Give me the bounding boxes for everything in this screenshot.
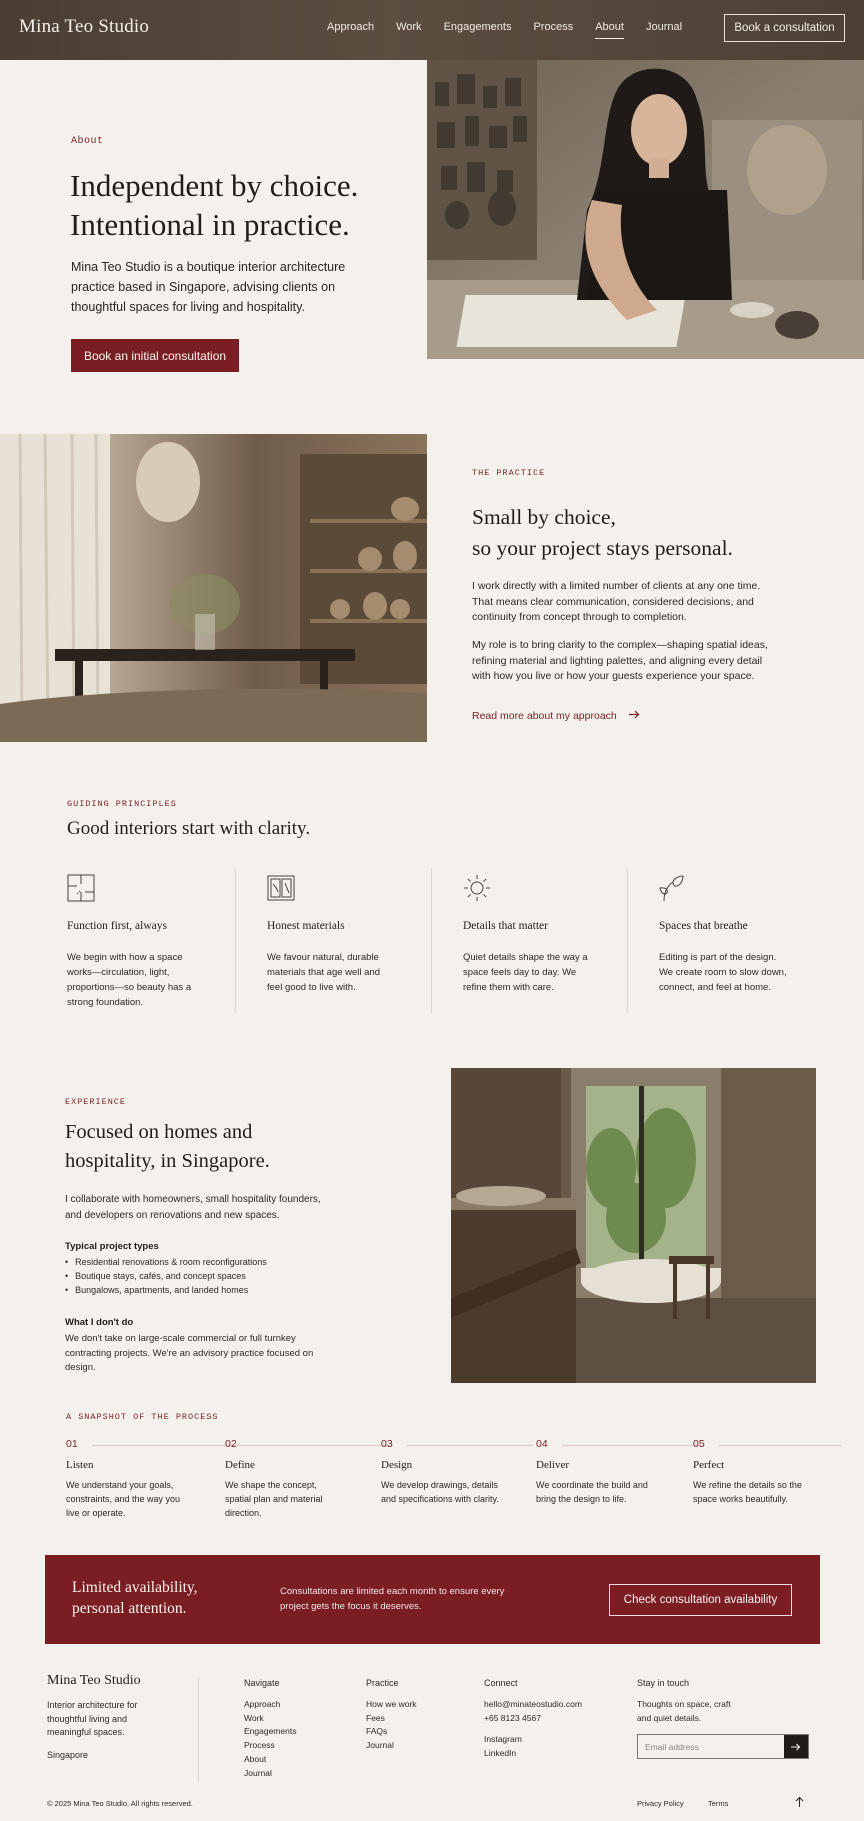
footer-link-engagements[interactable]: Engagements <box>244 1726 297 1737</box>
privacy-policy-link[interactable]: Privacy Policy <box>637 1799 684 1808</box>
bathroom-image <box>451 1068 816 1383</box>
book-consultation-button[interactable]: Book a consultation <box>724 14 845 42</box>
practice-eyebrow: THE PRACTICE <box>472 468 546 478</box>
read-more-approach-link[interactable] <box>472 710 640 722</box>
footer-link-journal[interactable]: Journal <box>366 1740 394 1751</box>
principles-title: Good interiors start with clarity. <box>67 818 311 839</box>
hero-portrait-image <box>427 60 864 359</box>
footer-link-process[interactable]: Process <box>244 1740 275 1751</box>
step-line <box>562 1445 701 1446</box>
principle-title: Honest materials <box>267 920 345 932</box>
step-body: We refine the details so the space works beautifully. <box>693 1480 802 1504</box>
newsletter-form <box>637 1734 809 1759</box>
banner-title: Limited availability, personal attention. <box>72 1579 198 1617</box>
step-line <box>407 1445 533 1446</box>
step-body: We develop drawings, details and specifications with clarity. <box>381 1480 499 1504</box>
principle-card <box>659 868 839 1013</box>
newsletter-blurb: Thoughts on space, craft and quiet details. <box>637 1699 731 1723</box>
divider <box>198 1677 199 1781</box>
floorplan-icon <box>67 874 95 902</box>
nav-engagements[interactable]: Engagements <box>443 21 512 33</box>
step-number: 02 <box>225 1438 237 1450</box>
footer-link-fees[interactable]: Fees <box>366 1712 385 1723</box>
footer-link-instagram[interactable]: Instagram <box>484 1734 522 1745</box>
divider <box>235 868 236 1013</box>
material-swatch-icon <box>267 874 295 902</box>
book-initial-consultation-button[interactable]: Book an initial consultation <box>71 339 239 372</box>
nav-about[interactable]: About <box>595 21 624 33</box>
experience-eyebrow: EXPERIENCE <box>65 1097 127 1107</box>
footer-link-about[interactable]: About <box>244 1753 267 1764</box>
principle-title: Spaces that breathe <box>659 920 748 932</box>
footer-link-work[interactable]: Work <box>244 1712 264 1723</box>
dining-room-image <box>0 434 427 742</box>
hero-title <box>70 166 430 244</box>
step-body: We coordinate the build and bring the design to life. <box>536 1480 648 1504</box>
arrow-right-icon <box>791 1738 801 1756</box>
divider <box>431 868 432 1013</box>
step-number: 04 <box>536 1438 548 1450</box>
footer-city: Singapore <box>47 1750 89 1760</box>
experience-title <box>65 1118 365 1176</box>
back-to-top-button[interactable] <box>795 1796 804 1809</box>
practice-title <box>472 502 772 564</box>
nav-journal[interactable]: Journal <box>645 21 683 33</box>
step-name: Listen <box>66 1459 94 1471</box>
experience-title-line1: Focused on homes and <box>65 1121 253 1143</box>
banner-body: Consultations are limited each month to ensure every project gets the focus it deserves. <box>280 1586 505 1612</box>
copyright: © 2025 Mina Teo Studio. All rights reserved. <box>47 1799 193 1808</box>
practice-paragraph-1: I work directly with a limited number of clients at any one time. That means clear communication, considered decisions, and continuity from concept through to completion. <box>472 580 761 623</box>
practice-paragraph-2: My role is to bring clarity to the complex—shaping spatial ideas, refining material and lighting palettes, and aligning every detail with how you live or how your guests experience your space. <box>472 639 768 682</box>
email-field[interactable] <box>638 1735 784 1758</box>
project-types-list <box>65 1255 267 1297</box>
footer-link-journal[interactable]: Journal <box>244 1767 272 1778</box>
list-item: • Residential renovations & room reconfigurations <box>65 1255 267 1269</box>
step-line <box>92 1445 273 1446</box>
step-body: We understand your goals, constraints, and the way you live or operate. <box>66 1480 181 1518</box>
read-more-label: Read more about my approach <box>472 710 617 722</box>
arrow-up-icon <box>795 1800 804 1809</box>
footer-heading: Practice <box>366 1678 399 1688</box>
hero-title-line2: Intentional in practice. <box>70 207 350 242</box>
footer-phone[interactable]: +65 8123 4567 <box>484 1712 541 1723</box>
divider <box>627 868 628 1013</box>
footer-link-faqs[interactable]: FAQs <box>366 1726 388 1737</box>
principle-body: We begin with how a space works—circulation, light, proportions—so beauty has a strong foundation. <box>67 952 192 1008</box>
list-item: • Bungalows, apartments, and landed homes <box>65 1283 267 1297</box>
step-name: Deliver <box>536 1459 569 1471</box>
nav-approach[interactable]: Approach <box>327 21 375 33</box>
footer-heading: Navigate <box>244 1678 280 1688</box>
principles-eyebrow: GUIDING PRINCIPLES <box>67 799 177 809</box>
site-header <box>0 0 864 60</box>
principle-body: We favour natural, durable materials that age well and feel good to live with. <box>267 952 381 993</box>
footer-connect-column <box>484 1678 582 1761</box>
step-name: Define <box>225 1459 255 1471</box>
experience-body: I collaborate with homeowners, small hospitality founders, and developers on renovations and new spaces. <box>65 1194 321 1221</box>
main-nav <box>327 21 704 33</box>
footer-link-linkedin[interactable]: LinkedIn <box>484 1748 517 1759</box>
footer-link-how-we-work[interactable]: How we work <box>366 1699 417 1709</box>
step-number: 05 <box>693 1438 705 1450</box>
nav-process[interactable]: Process <box>533 21 574 33</box>
footer-tagline: Interior architecture for thoughtful living and meaningful spaces. <box>47 1700 138 1737</box>
principle-card <box>267 868 447 1013</box>
experience-title-line2: hospitality, in Singapore. <box>65 1150 270 1172</box>
list-item: • Boutique stays, cafés, and concept spaces <box>65 1269 267 1283</box>
step-number: 01 <box>66 1438 78 1450</box>
practice-title-line1: Small by choice, <box>472 505 616 529</box>
hero-eyebrow: About <box>71 136 104 147</box>
dont-do-body: We don't take on large-scale commercial or full turnkey contracting projects. We're an advisory practice focused on design. <box>65 1333 314 1373</box>
footer-brand[interactable]: Mina Teo Studio <box>47 1673 141 1688</box>
subscribe-button[interactable] <box>784 1735 808 1758</box>
nav-work[interactable]: Work <box>396 21 422 33</box>
practice-title-line2: so your project stays personal. <box>472 536 733 560</box>
principle-body: Quiet details shape the way a space feels day to day. We refine them with care. <box>463 952 588 993</box>
step-number: 03 <box>381 1438 393 1450</box>
footer-link-approach[interactable]: Approach <box>244 1699 281 1709</box>
check-availability-button[interactable]: Check consultation availability <box>609 1584 792 1616</box>
footer-heading: Stay in touch <box>637 1678 690 1688</box>
step-body: We shape the concept, spatial plan and material direction. <box>225 1480 323 1518</box>
sun-icon <box>463 874 491 902</box>
availability-banner <box>45 1555 820 1644</box>
arrow-right-icon <box>629 710 640 722</box>
step-line <box>719 1445 841 1446</box>
principle-card <box>67 868 247 1013</box>
principle-body: Editing is part of the design. We create room to slow down, connect, and feel at home. <box>659 952 787 993</box>
footer-practice-column <box>366 1678 417 1753</box>
hero-title-line1: Independent by choice. <box>70 168 359 203</box>
project-types-heading: Typical project types <box>65 1241 159 1252</box>
footer-heading: Connect <box>484 1678 518 1688</box>
principle-title: Details that matter <box>463 920 548 932</box>
footer-navigate-column <box>244 1678 296 1780</box>
brand-logo[interactable]: Mina Teo Studio <box>19 16 150 37</box>
process-eyebrow: A SNAPSHOT OF THE PROCESS <box>66 1412 219 1422</box>
leaf-icon <box>659 874 687 902</box>
footer-newsletter-column <box>637 1678 747 1725</box>
principle-card <box>463 868 643 1013</box>
terms-link[interactable]: Terms <box>708 1799 729 1808</box>
hero-body: Mina Teo Studio is a boutique interior architecture practice based in Singapore, advising clients on thoughtful spaces for living and hospitality. <box>71 260 346 314</box>
dont-do-heading: What I don't do <box>65 1317 134 1328</box>
step-name: Design <box>381 1459 413 1471</box>
footer-email-link[interactable]: hello@minateostudio.com <box>484 1699 582 1709</box>
principle-title: Function first, always <box>67 920 167 932</box>
step-name: Perfect <box>693 1459 725 1471</box>
step-line <box>251 1445 390 1446</box>
